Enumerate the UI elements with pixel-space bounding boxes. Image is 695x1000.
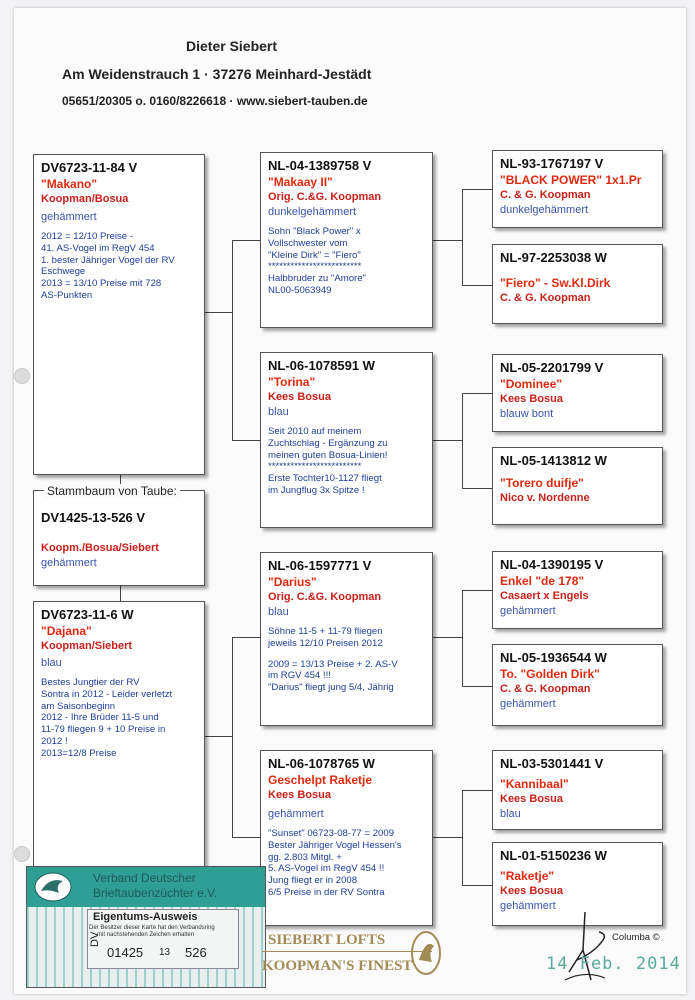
connector-line: [462, 590, 492, 591]
connector-line: [205, 736, 233, 737]
great-grandparent-card: [492, 447, 663, 525]
pigeon-breed: C. & G. Koopman: [500, 292, 591, 304]
connector-line: [462, 885, 492, 886]
pigeon-name: Geschelpt Raketje: [268, 773, 373, 787]
pigeon-name: "Dominee": [500, 377, 563, 391]
card-text: mit nachstehenden Zeichen erhalten: [97, 932, 195, 938]
ring-number: NL-06-1078591 W: [268, 358, 375, 373]
pigeon-color: gehämmert: [500, 900, 556, 912]
connector-line: [232, 837, 260, 838]
connector-line: [462, 488, 492, 489]
pigeon-color: dunkelgehämmert: [500, 204, 589, 216]
connector-line: [462, 285, 492, 286]
pigeon-name: "Makano": [41, 177, 98, 191]
ring-number: NL-06-1078765 W: [268, 756, 375, 771]
pigeon-color: gehämmert: [500, 698, 556, 710]
pigeon-breed: Koopman/Bosua: [41, 193, 129, 205]
card-ring-number: 01425: [107, 945, 144, 960]
pigeon-name: "Raketje": [500, 869, 555, 883]
pigeon-logo-icon: [33, 871, 73, 903]
pigeon-color: blau: [500, 808, 521, 820]
pigeon-color: blau: [268, 406, 289, 418]
ring-number: NL-05-1413812 W: [500, 453, 607, 468]
connector-line: [462, 590, 463, 686]
breeder-name: Dieter Siebert: [186, 38, 278, 54]
pigeon-name: "Torero duifje": [500, 476, 584, 490]
grandparent-card: [260, 352, 433, 528]
pigeon-color: gehämmert: [41, 557, 97, 569]
card-dv-label: DV: [89, 931, 101, 947]
pigeon-color: gehämmert: [268, 808, 324, 820]
ring-number: NL-05-1936544 W: [500, 650, 607, 665]
ring-number: DV1425-13-526 V: [41, 510, 146, 525]
pigeon-name: "BLACK POWER" 1x1.Pr: [500, 173, 642, 187]
pigeon-name: Enkel "de 178": [500, 574, 585, 588]
card-ring-serial: 526: [185, 945, 207, 960]
connector-line: [232, 637, 260, 638]
pigeon-breed: C. & G. Koopman: [500, 189, 591, 201]
connector-line: [120, 586, 121, 602]
sire-card: [33, 154, 205, 475]
pigeon-name: "Torina": [268, 375, 316, 389]
connector-line: [462, 393, 463, 488]
signature-icon: [555, 910, 615, 990]
pigeon-color: gehämmert: [41, 211, 97, 223]
pigeon-notes: 2012 = 12/10 Preise - 41. AS-Vogel im RegV 454 1. bester Jähriger Vogel der RV Eschwege 2013 = 13/10 Preise mit 728 AS-Punkten: [41, 231, 175, 301]
pigeon-breed: Kees Bosua: [268, 391, 331, 403]
card-org-line2: Brieftaubenzüchter e.V.: [93, 886, 218, 900]
pigeon-notes: Seit 2010 auf meinem Zuchtschlag - Ergänzung zu meinen guten Bosua-Linien! ************************* Erste Tochter10-1127 fliegt im Jungflug 3x Spitze !: [268, 426, 388, 496]
pigeon-name: "Makaay II": [268, 175, 333, 189]
pigeon-notes: Sohn "Black Power" x Vollschwester vom "Kleine Dirk" = "Fiero" ************************* Halbbruder zu "Amore" NL00-5063949: [268, 226, 366, 296]
pigeon-notes: Bestes Jungtier der RV Sontra in 2012 - Leider verletzt am Saisonbeginn 2012 - Ihre Brüder 11-5 und 11-79 fliegen 9 + 10 Preise in 2012 ! 2013=12/8 Preise: [41, 677, 173, 759]
card-text: Der Besitzer dieser Karte hat den Verbandsring: [89, 925, 215, 931]
connector-line: [462, 189, 492, 190]
connector-line: [232, 637, 233, 837]
ring-number: NL-05-2201799 V: [500, 360, 604, 375]
pigeon-breed: Kees Bosua: [268, 789, 331, 801]
great-grandparent-card: [492, 354, 663, 432]
pigeon-color: blau: [268, 606, 289, 618]
pigeon-name: To. "Golden Dirk": [500, 667, 600, 681]
dam-card: [33, 601, 205, 891]
ring-number: NL-93-1767197 V: [500, 156, 604, 171]
connector-line: [232, 240, 233, 440]
great-grandparent-card: [492, 750, 663, 830]
connector-line: [433, 440, 463, 441]
connector-line: [462, 189, 463, 285]
pigeon-name: "Dajana": [41, 624, 92, 638]
ring-number: NL-03-5301441 V: [500, 756, 604, 771]
punch-hole: [14, 846, 30, 862]
copyright-credit: Columba ©: [612, 932, 660, 943]
pigeon-breed: Kees Bosua: [500, 393, 563, 405]
great-grandparent-card: [492, 150, 663, 228]
connector-line: [462, 393, 492, 394]
stamp-text: SIEBERT LOFTS: [268, 932, 386, 948]
ring-number: NL-04-1389758 V: [268, 158, 372, 173]
great-grandparent-card: [492, 244, 663, 324]
ring-number: NL-06-1597771 V: [268, 558, 372, 573]
card-body: [27, 907, 265, 987]
card-header: [27, 867, 265, 907]
grandparent-card: [260, 152, 433, 328]
pigeon-breed: Koopm./Bosua/Siebert: [41, 542, 159, 554]
pigeon-breed: Kees Bosua: [500, 885, 563, 897]
ring-number: DV6723-11-84 V: [41, 160, 138, 175]
pigeon-color: dunkelgehämmert: [268, 206, 357, 218]
card-ring-year: 13: [159, 947, 171, 958]
pigeon-color: gehämmert: [500, 605, 556, 617]
connector-line: [433, 837, 463, 838]
subject-card: [33, 490, 205, 586]
stamp-text: KOOPMAN'S FINEST: [262, 958, 413, 974]
ring-number: NL-04-1390195 V: [500, 557, 604, 572]
connector-line: [232, 240, 260, 241]
connector-line: [433, 637, 463, 638]
pigeon-breed: C. & G. Koopman: [500, 683, 591, 695]
ring-number: NL-01-5150236 W: [500, 848, 607, 863]
stamp-rule: [262, 951, 432, 952]
grandparent-card: [260, 750, 433, 926]
pigeon-name: "Darius": [268, 575, 317, 589]
grandparent-card: [260, 552, 433, 726]
card-title: Eigentums-Ausweis: [93, 911, 198, 923]
breeder-address: Am Weidenstrauch 1 · 37276 Meinhard-Jestädt: [62, 66, 372, 82]
great-grandparent-card: [492, 644, 663, 726]
connector-line: [462, 686, 492, 687]
pigeon-color: blauw bont: [500, 408, 554, 420]
pigeon-notes: Söhne 11-5 + 11-79 fliegen jeweils 12/10 Preisen 2012 2009 = 13/13 Preise + 2. AS-V im RGV 454 !!! "Darius" fliegt jung 5/4, Jährig: [268, 626, 398, 694]
pigeon-color: blau: [41, 657, 62, 669]
connector-line: [462, 790, 492, 791]
connector-line: [462, 790, 463, 885]
great-grandparent-card: [492, 551, 663, 629]
connector-line: [433, 240, 463, 241]
pigeon-name: "Fiero" - Sw.Kl.Dirk: [500, 276, 611, 290]
ring-number: DV6723-11-6 W: [41, 607, 134, 622]
pigeon-notes: "Sunset" 06723-08-77 = 2009 Bester Jähriger Vogel Hessen's gg. 2.803 Mitgl. + 5. AS-Vogel im RegV 454 !! Jung fliegt er in 2008 6/5 Preise in der RV Sontra: [268, 828, 402, 898]
connector-line: [232, 440, 260, 441]
punch-hole: [14, 368, 30, 384]
pigeon-breed: Orig. C.&G. Koopman: [268, 591, 382, 603]
card-org-line1: Verband Deutscher: [93, 871, 196, 885]
stamp-emblem-icon: [410, 930, 442, 976]
pedigree-caption: Stammbaum von Taube:: [44, 484, 180, 498]
pigeon-breed: Kees Bosua: [500, 793, 563, 805]
ownership-card: [26, 866, 266, 988]
pigeon-breed: Nico v. Nordenne: [500, 492, 590, 504]
stamped-date: 14 Feb. 2014: [546, 954, 681, 974]
breeder-contact: 05651/20305 o. 0160/8226618 · www.siebert-tauben.de: [62, 94, 368, 108]
ring-number: NL-97-2253038 W: [500, 250, 607, 265]
pigeon-name: "Kannibaal": [500, 777, 569, 791]
pigeon-breed: Orig. C.&G. Koopman: [268, 191, 382, 203]
pigeon-breed: Casaert x Engels: [500, 590, 589, 602]
pigeon-breed: Koopman/Siebert: [41, 640, 133, 652]
connector-line: [205, 312, 233, 313]
